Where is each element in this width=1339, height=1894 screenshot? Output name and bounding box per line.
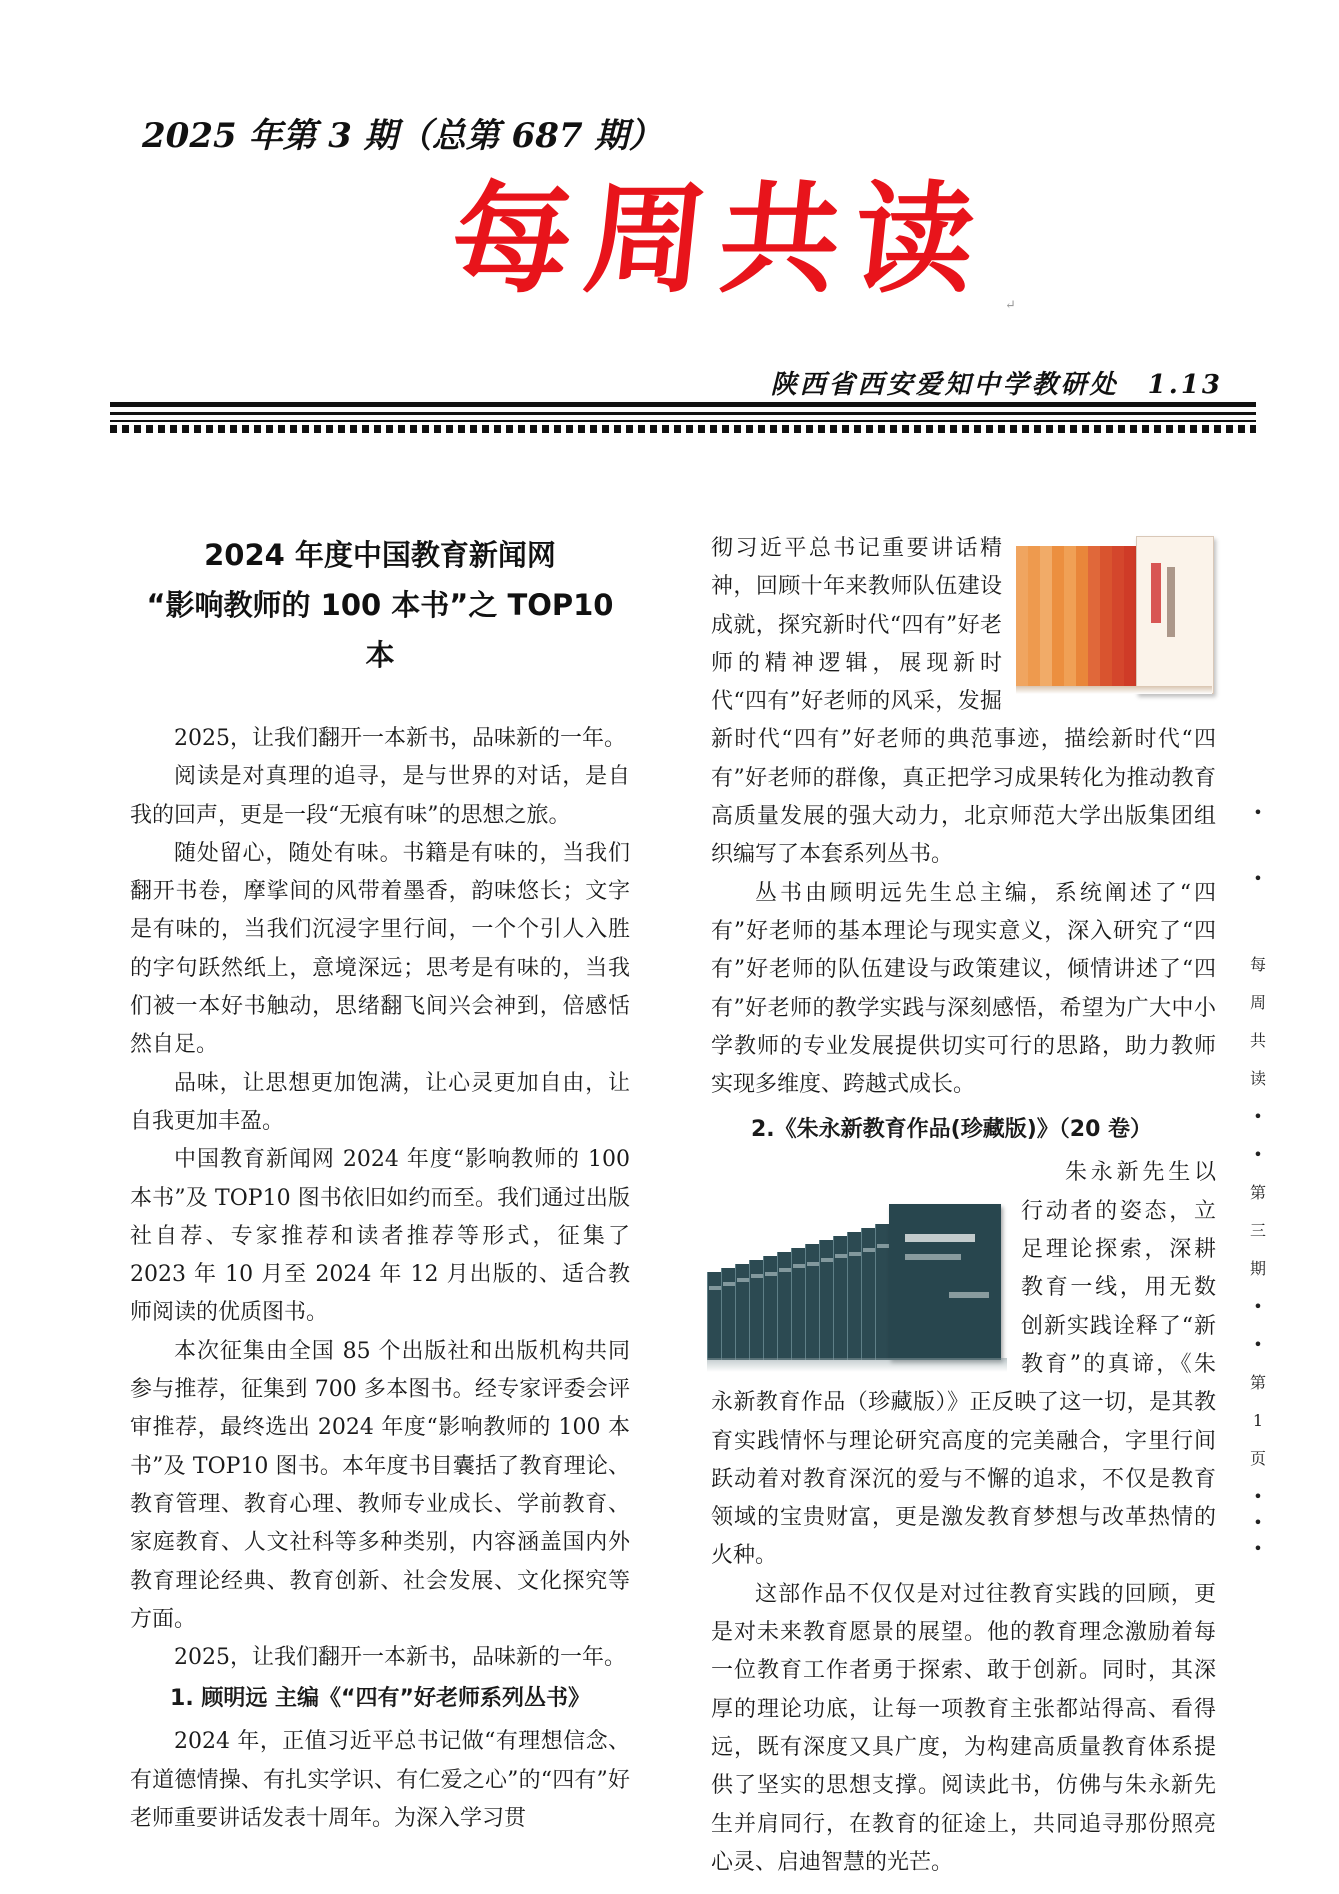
- side-char: 共: [1249, 1031, 1266, 1050]
- side-char: •: [1253, 1107, 1263, 1126]
- header-rule-thick: [110, 402, 1256, 407]
- intro-paragraph: 2025，让我们翻开一本新书，品味新的一年。: [174, 726, 626, 751]
- intro-paragraph: 2025，让我们翻开一本新书，品味新的一年。: [174, 1645, 626, 1671]
- side-char: •: [1253, 869, 1263, 888]
- masthead-title: 每周共读: [444, 169, 996, 310]
- issue-number: 2025 年第 3 期（总第 687 期）: [142, 116, 663, 156]
- book-series-image: [1016, 536, 1216, 698]
- article-title-line1: 2024 年度中国教育新闻网: [204, 538, 556, 572]
- side-char: •: [1253, 1145, 1263, 1164]
- intro-paragraph: 中国教育新闻网 2024 年度“影响教师的 100 本书”及 TOP10 图书依旧如约而至。我们通过出版社自荐、专家推荐和读者推荐等形式，征集了 2023 年 10 月至 2024 年 12 月出版的、适合教师阅读的优质图书。: [130, 1147, 630, 1326]
- side-char: 第: [1249, 1183, 1266, 1202]
- intro-paragraph: 品味，让思想更加饱满，让心灵更加自由，让自我更加丰盈。: [130, 1070, 630, 1134]
- side-char: •: [1253, 1539, 1263, 1558]
- side-char: •: [1253, 1297, 1263, 1316]
- book-collection-image: [707, 1204, 1007, 1372]
- section2-paragraph: 朱永新先生以行动者的姿态，立足理论探索，深耕教育一线，用无数创新实践诠释了“新教育”的真谛，《朱永新教育作品（珍藏版）》正反映了这一切，是其教育实践情怀与理论研究高度的完美融合，字里行间跃动着对教育深沉的爱与不懈的追求，不仅是教育领域的宝贵财富，更是激发教育梦想与改革热情的火种。: [711, 1160, 1216, 1569]
- section2-heading: 2.《朱永新教育作品(珍藏版)》（20 卷）: [751, 1117, 1153, 1143]
- side-char: 期: [1249, 1259, 1266, 1278]
- publisher-line: 陕西省西安爱知中学教研处 1.13: [770, 370, 1223, 400]
- header-rule-thin: [110, 420, 1256, 422]
- intro-paragraph: 阅读是对真理的追寻，是与世界的对话，是自我的回声，更是一段“无痕有味”的思想之旅。: [130, 764, 630, 828]
- side-char: 读: [1249, 1069, 1266, 1088]
- side-char: •: [1253, 1487, 1263, 1506]
- side-char: •: [1253, 1335, 1263, 1354]
- side-page-marker: [1246, 800, 1270, 1562]
- section1-paragraph: 彻习近平总书记重要讲话精神，回顾十年来教师队伍建设成就，探究新时代“四有”好老师的精神逻辑，展现新时代“四有”好老师的风采，发掘新时代“四有”好老师的典范事迹，描绘新时代“四有”好老师的群像，真正把学习成果转化为推动教育高质量发展的强大动力，北京师范大学出版集团组织编写了本套系列丛书。: [711, 536, 1216, 868]
- section2-paragraph: 这部作品不仅仅是对过往教育实践的回顾，更是对未来教育愿景的展望。他的教育理念激励着每一位教育工作者勇于探索、敢于创新。同时，其深厚的理论功底，让每一项教育主张都站得高、看得远，既有深度又具广度，为构建高质量教育体系提供了坚实的思想支撑。阅读此书，仿佛与朱永新先生并肩同行，在教育的征途上，共同追寻那份照亮心灵、启迪智慧的光芒。: [711, 1581, 1216, 1875]
- header-rule-medium: [110, 412, 1256, 415]
- section1-heading: 1. 顾明远 主编《“四有”好老师系列丛书》: [170, 1686, 590, 1712]
- side-char: 每: [1249, 955, 1266, 974]
- intro-paragraph: 随处留心，随处有味。书籍是有味的，当我们翻开书卷，摩挲间的风带着墨香，韵味悠长；文字是有味的，当我们沉浸字里行间，一个个引人入胜的字句跃然纸上，意境深远；思考是有味的，当我们被一本好书触动，思绪翻飞间兴会神到，倍感恬然自足。: [130, 840, 630, 1058]
- side-char: 周: [1249, 993, 1266, 1012]
- side-char: •: [1253, 1513, 1263, 1532]
- intro-paragraph: 本次征集由全国 85 个出版社和出版机构共同参与推荐，征集到 700 多本图书。经专家评委会评审推荐，最终选出 2024 年度“影响教师的 100 本书”及 TOP10 图书。本年度书目囊括了教育理论、教育管理、教育心理、教师专业成长、学前教育、家庭教育、人文社科等多种类别，内容涵盖国内外教育理论经典、教育创新、社会发展、文化探究等方面。: [130, 1338, 630, 1632]
- side-char: 页: [1249, 1449, 1266, 1468]
- right-column: [711, 530, 1216, 1882]
- article-title-line2: “影响教师的 100 本书”之 TOP10 本: [146, 588, 614, 672]
- side-char: 1: [1252, 1411, 1264, 1430]
- side-char: 三: [1249, 1221, 1266, 1240]
- side-char: 第: [1249, 1373, 1266, 1392]
- article-title: [130, 530, 630, 680]
- left-column: [130, 530, 630, 1838]
- paragraph-mark-icon: ↵: [1005, 298, 1016, 313]
- section1-paragraph-start: 2024 年，正值习近平总书记做“有理想信念、有道德情操、有扎实学识、有仁爱之心”的“四有”好老师重要讲话发表十周年。为深入学习贯: [130, 1729, 630, 1832]
- header-dotted-rule: [110, 425, 1256, 433]
- side-char: •: [1253, 803, 1263, 822]
- section1-paragraph: 丛书由顾明远先生总主编，系统阐述了“四有”好老师的基本理论与现实意义，深入研究了“四有”好老师的队伍建设与政策建议，倾情讲述了“四有”好老师的教学实践与深刻感悟，希望为广大中小学教师的专业发展提供切实可行的思路，助力教师实现多维度、跨越式成长。: [711, 880, 1216, 1098]
